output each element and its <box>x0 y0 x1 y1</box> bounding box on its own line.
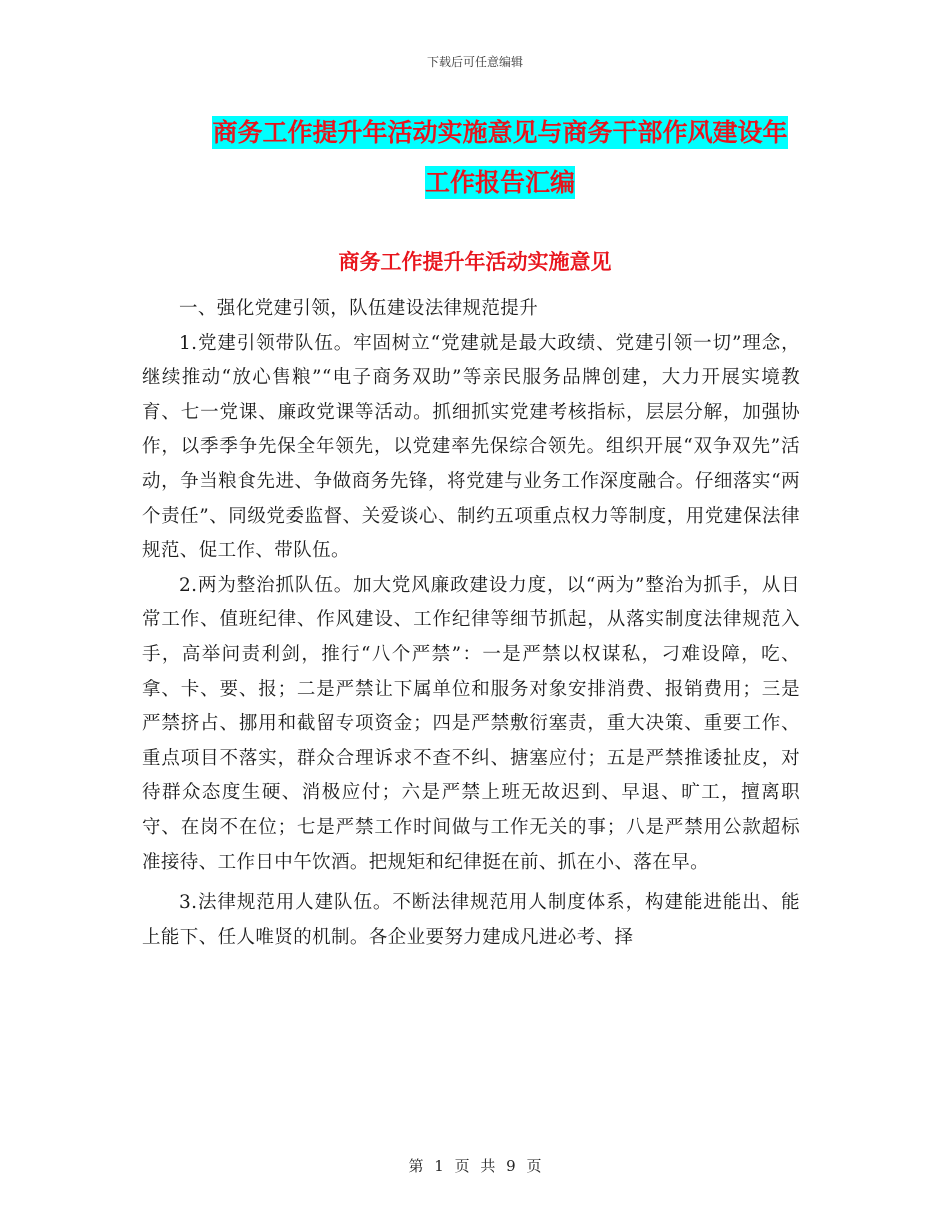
document-body <box>142 292 800 955</box>
document-title <box>160 108 840 208</box>
page-footer <box>0 1155 950 1176</box>
title-line-1: 商务工作提升年活动实施意见与商务干部作风建设年 <box>212 118 788 147</box>
footer-middle: 页 共 <box>454 1157 496 1175</box>
paragraph-2: 2.两为整治抓队伍。加大党风廉政建设力度，以“两为”整治为抓手，从日常工作、值班纪律、作风建设、工作纪律等细节抓起，从落实制度法律规范入手，高举问责利剑，推行“八个严禁”：一是严禁以权谋私，刁难设障，吃、拿、卡、要、报；二是严禁让下属单位和服务对象安排消费、报销费用；三是严禁挤占、挪用和截留专项资金；四是严禁敷衍塞责，重大决策、重要工作、重点项目不落实，群众合理诉求不查不纠、搪塞应付；五是严禁推诿扯皮，对待群众态度生硬、消极应付；六是严禁上班无故迟到、早退、旷工，擅离职守、在岗不在位；七是严禁工作时间做与工作无关的事；八是严禁用公款超标准接待、工作日中午饮酒。把规矩和纪律挺在前、抓在小、落在早。 <box>142 574 800 873</box>
section-title: 商务工作提升年活动实施意见 <box>338 250 612 274</box>
footer-suffix: 页 <box>526 1157 542 1175</box>
total-pages: 9 <box>506 1157 516 1175</box>
paragraph-1: 1.党建引领带队伍。牢固树立“党建就是最大政绩、党建引领一切”理念，继续推动“放心售粮”“电子商务双助”等亲民服务品牌创建，大力开展实境教育、七一党课、廉政党课等活动。抓细抓实党建考核指标，层层分解，加强协作，以季季争先保全年领先，以党建率先保综合领先。组织开展“双争双先”活动，争当粮食先进、争做商务先锋，将党建与业务工作深度融合。仔细落实“两个责任”、同级党委监督、关爱谈心、制约五项重点权力等制度，用党建保法律规范、促工作、带队伍。 <box>142 332 800 562</box>
page-number: 1 <box>434 1157 444 1175</box>
header-note: 下载后可任意编辑 <box>426 55 523 69</box>
footer-prefix: 第 <box>408 1157 424 1175</box>
paragraph-3: 3.法律规范用人建队伍。不断法律规范用人制度体系，构建能进能出、能上能下、任人唯贤的机制。各企业要努力建成凡进必考、择 <box>142 892 800 948</box>
section-heading: 一、强化党建引领，队伍建设法律规范提升 <box>179 298 539 319</box>
title-line-2: 工作报告汇编 <box>424 168 575 197</box>
